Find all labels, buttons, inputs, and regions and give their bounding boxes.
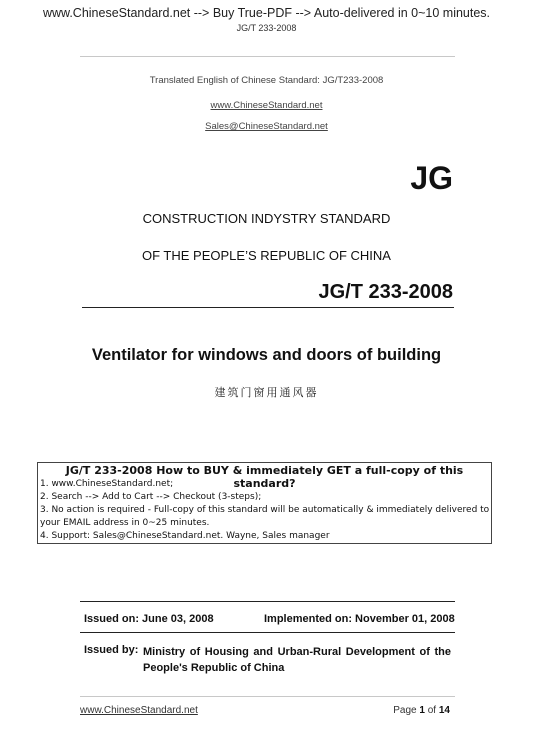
header-banner: www.ChineseStandard.net --> Buy True-PDF --> Auto-delivered in 0~10 minutes. [42,6,491,20]
header-divider [80,56,455,57]
purchase-box-title: JG/T 233-2008 How to BUY & immediately GET a full-copy of this standard? [65,464,464,490]
website-link[interactable]: www.ChineseStandard.net [210,100,323,111]
standard-divider [82,307,454,308]
standard-line-2: OF THE PEOPLE’S REPUBLIC OF CHINA [142,248,391,263]
email-link[interactable]: Sales@ChineseStandard.net [205,121,328,132]
implemented-on: Implemented on: November 01, 2008 [264,613,455,625]
issue-top-divider [80,601,455,602]
page-indicator [393,705,450,716]
issue-bottom-divider [80,632,455,633]
purchase-step-4: 4. Support: Sales@ChineseStandard.net. Wayne, Sales manager [40,531,330,541]
issued-by-value: Ministry of Housing and Urban-Rural Development of the People's Republic of China [143,646,451,674]
page-mid: of [424,705,439,716]
standard-mark: JG [410,160,453,196]
purchase-step-3-cont: your EMAIL address in 0~25 minutes. [40,518,210,528]
document-title: Ventilator for windows and doors of building [91,346,442,364]
translated-note: Translated English of Chinese Standard: JG/T233-2008 [149,75,384,86]
page-total: 14 [438,705,450,716]
email-link-wrap [0,116,533,134]
purchase-box [37,462,492,544]
purchase-step-2: 2. Search --> Add to Cart --> Checkout (3-steps); [40,492,262,502]
page-prefix: Page [393,705,420,716]
issued-by-label: Issued by: [84,644,139,656]
footer-divider [80,696,455,697]
purchase-step-3: 3. No action is required - Full-copy of this standard will be automatically & immediately delivered to [40,505,490,515]
website-link-wrap [0,95,533,113]
header-code: JG/T 233-2008 [236,23,297,33]
issued-on: Issued on: June 03, 2008 [84,613,214,625]
document-title-chinese: 建筑门窗用通风器 [214,386,319,399]
footer-website-link[interactable]: www.ChineseStandard.net [80,705,198,716]
standard-number: JG/T 233-2008 [318,281,453,303]
purchase-step-1: 1. www.ChineseStandard.net; [40,479,174,489]
standard-line-1: CONSTRUCTION INDYSTRY STANDARD [142,211,391,226]
page-current: 1 [419,705,425,716]
